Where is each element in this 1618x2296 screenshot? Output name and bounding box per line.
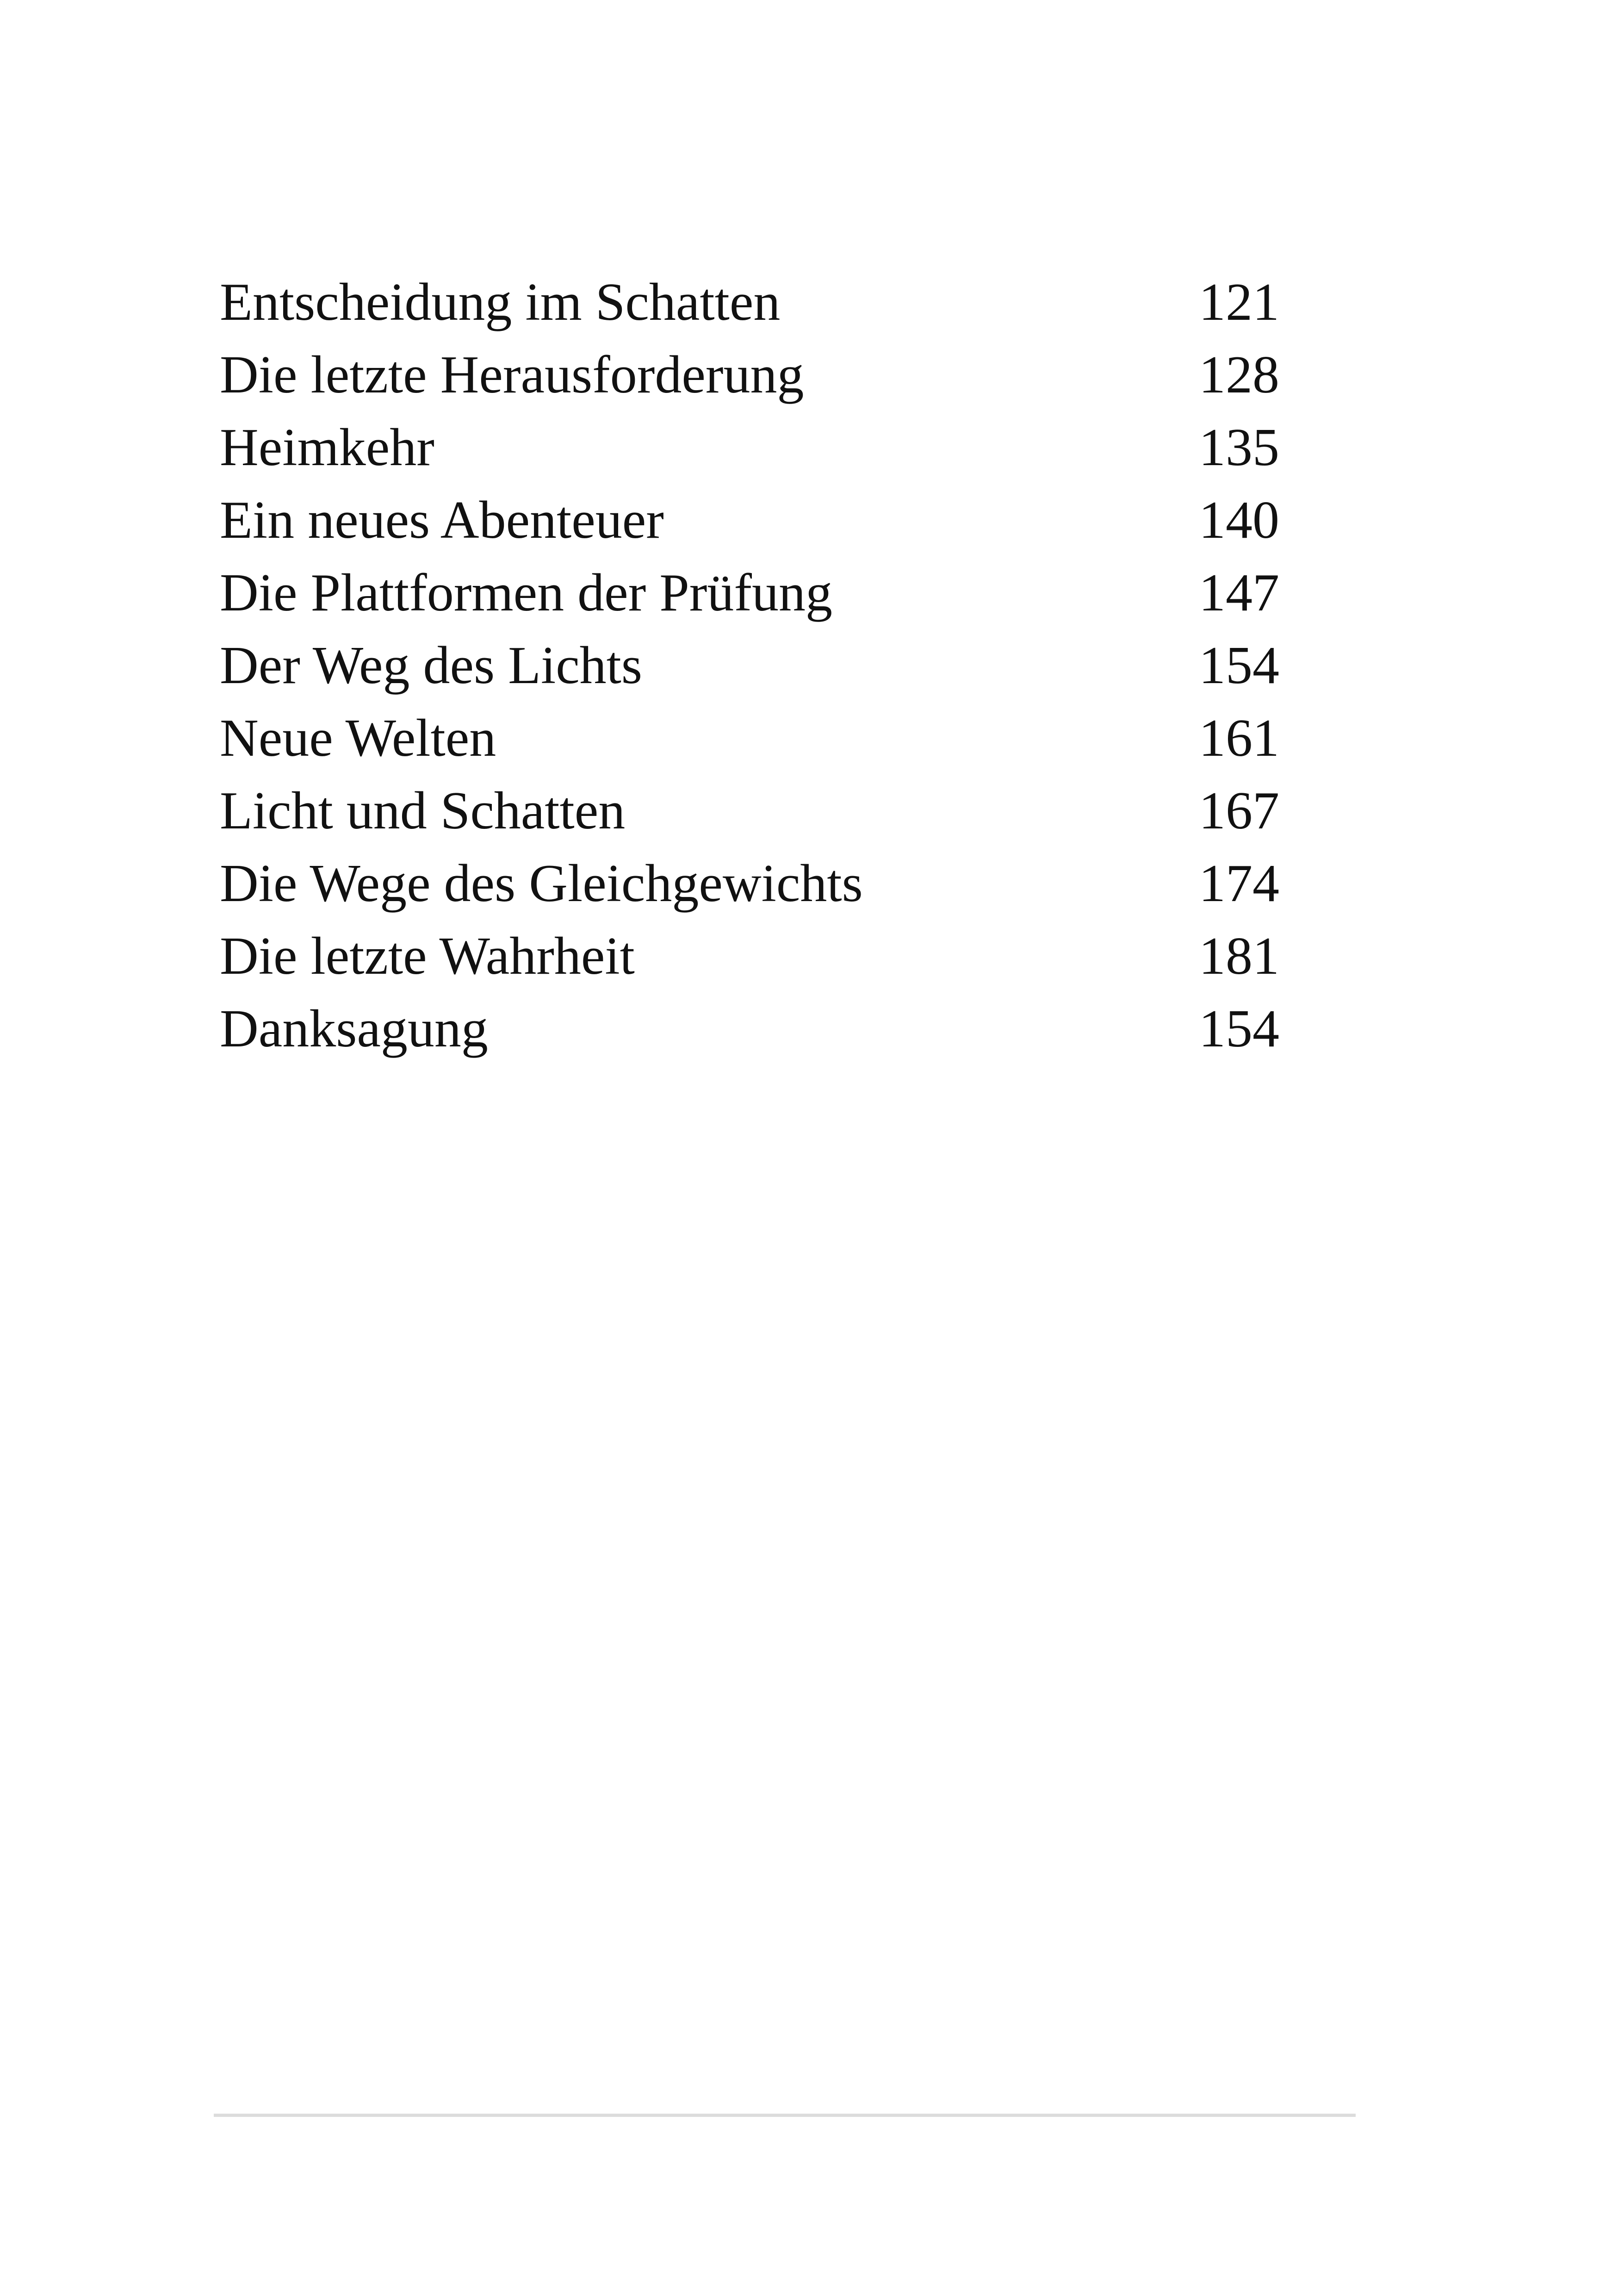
toc-entry-page-number: 121 bbox=[1199, 273, 1279, 332]
toc-entry-title: Neue Welten bbox=[220, 709, 496, 768]
footer-divider bbox=[214, 2114, 1356, 2117]
toc-entry bbox=[220, 847, 1279, 920]
toc-entry-page-number: 154 bbox=[1199, 999, 1279, 1058]
toc-entry bbox=[220, 993, 1279, 1065]
toc-entry-page-number: 147 bbox=[1199, 563, 1279, 622]
toc-entry-title: Die letzte Herausforderung bbox=[220, 345, 804, 404]
toc-entry-title: Die Wege des Gleichgewichts bbox=[220, 854, 863, 913]
toc-entry-title: Entscheidung im Schatten bbox=[220, 273, 781, 332]
toc-entry bbox=[220, 339, 1279, 411]
toc-entry-page-number: 167 bbox=[1199, 781, 1279, 840]
toc-entry bbox=[220, 775, 1279, 847]
toc-entry bbox=[220, 484, 1279, 557]
toc-entry bbox=[220, 411, 1279, 484]
toc-entry-page-number: 161 bbox=[1199, 709, 1279, 768]
toc-entry-page-number: 140 bbox=[1199, 491, 1279, 550]
toc-entry bbox=[220, 702, 1279, 775]
toc-entry-title: Ein neues Abenteuer bbox=[220, 491, 664, 550]
toc-entry-title: Der Weg des Lichts bbox=[220, 636, 643, 695]
toc-entry-title: Heimkehr bbox=[220, 418, 434, 477]
toc-entry-title: Licht und Schatten bbox=[220, 781, 626, 840]
toc-entry bbox=[220, 266, 1279, 339]
toc-entry-title: Die Plattformen der Prüfung bbox=[220, 563, 833, 622]
toc-entry bbox=[220, 920, 1279, 993]
toc-entry bbox=[220, 557, 1279, 629]
toc-entry-page-number: 128 bbox=[1199, 345, 1279, 404]
toc-entry-page-number: 135 bbox=[1199, 418, 1279, 477]
toc-entry-page-number: 154 bbox=[1199, 636, 1279, 695]
toc-entry-page-number: 174 bbox=[1199, 854, 1279, 913]
toc-entry-page-number: 181 bbox=[1199, 927, 1279, 986]
table-of-contents bbox=[220, 266, 1279, 1065]
toc-entry bbox=[220, 629, 1279, 702]
toc-entry-title: Danksagung bbox=[220, 999, 488, 1058]
toc-entry-title: Die letzte Wahrheit bbox=[220, 927, 635, 986]
